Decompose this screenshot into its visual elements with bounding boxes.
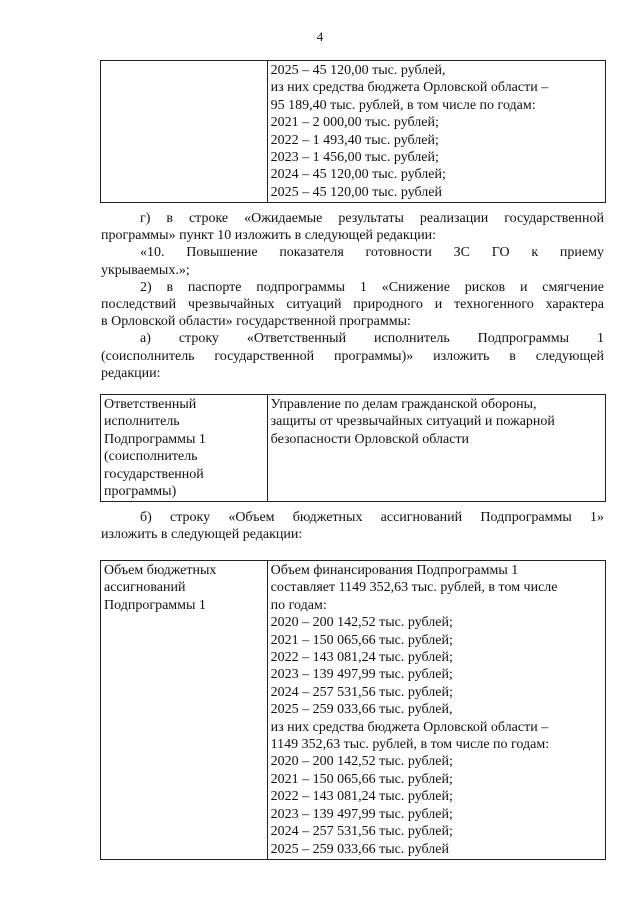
table-line: 1149 352,63 тыс. рублей, в том числе по годам: [270,737,550,753]
table-cell-value [267,61,605,203]
table-cell-label [101,61,268,203]
page-number: 4 [316,29,324,44]
table-line: 2022 – 143 081,24 тыс. рублей; [270,789,453,805]
table-line: Ответственный [104,397,197,412]
table-line: государственной [104,466,204,482]
table-line: 2022 – 143 081,24 тыс. рублей; [270,650,453,666]
text-line: укрываемых.»; [101,262,190,278]
table-line: безопасности Орловской области [270,431,470,447]
table-cell-label [101,561,268,860]
table-line: Объем бюджетных [104,563,217,578]
text-line: (соисполнитель государственной программы)» изложить в следующей [101,348,604,364]
body-text-block [101,210,604,382]
table-line: из них средства бюджета Орловской области – [270,80,549,96]
funding-continuation-table [100,60,606,203]
text-line: «10. Повышение показателя готовности ЗС ГО к приему [140,245,604,261]
text-line: последствий чрезвычайных ситуаций природного и техногенного характера [101,297,604,313]
table-line: 2025 – 259 033,66 тыс. рублей [270,841,449,857]
text-line: редакции: [101,365,161,381]
table-line: из них средства бюджета Орловской области – [270,719,549,735]
table-line: 2025 – 259 033,66 тыс. рублей, [270,702,453,718]
text-line: б) строку «Объем бюджетных ассигнований Подпрограммы 1» [140,510,604,525]
table-line: 2024 – 257 531,56 тыс. рублей; [270,684,453,700]
text-line: 2) в паспорте подпрограммы 1 «Снижение рисков и смягчение [140,279,604,295]
text-line: г) в строке «Ожидаемые результаты реализации государственной [140,211,604,226]
table-line: 2024 – 257 531,56 тыс. рублей; [270,824,453,840]
table-line: 2022 – 1 493,40 тыс. рублей; [270,132,439,148]
table-cell-value [267,561,605,860]
table-cell-value [267,395,605,502]
table-line: 2025 – 45 120,00 тыс. рублей, [270,63,446,78]
table-line: составляет 1149 352,63 тыс. рублей, в том числе [270,580,558,596]
table-line: 2025 – 45 120,00 тыс. рублей [270,184,442,200]
table-row [101,561,606,860]
table-line: 2021 – 150 065,66 тыс. рублей; [270,771,453,787]
table-line: исполнитель [104,414,180,430]
table-cell-label [101,395,268,502]
table-line: защиты от чрезвычайных ситуаций и пожарной [270,414,555,430]
table-row [101,61,606,203]
table-line: ассигнований [104,580,186,596]
table-line: программы) [104,484,177,500]
table-line: (соисполнитель [104,449,198,465]
table-line: 2021 – 150 065,66 тыс. рублей; [270,632,453,648]
table-line: 2020 – 200 142,52 тыс. рублей; [270,754,453,770]
table-line: 2023 – 139 497,99 тыс. рублей; [270,806,453,822]
table-line: 2021 – 2 000,00 тыс. рублей; [270,115,439,131]
table-line: по годам: [270,597,327,613]
table-line: 2023 – 1 456,00 тыс. рублей; [270,150,439,166]
text-line: в Орловской области» государственной программы: [101,314,411,330]
table-line: 2024 – 45 120,00 тыс. рублей; [270,167,446,183]
text-line: программы» пункт 10 изложить в следующей редакции: [101,228,437,244]
text-line: изложить в следующей редакции: [101,527,303,543]
table-line: Подпрограммы 1 [104,597,206,613]
table-line: Подпрограммы 1 [104,431,206,447]
table-line: 2023 – 139 497,99 тыс. рублей; [270,667,453,683]
table-line: Объем финансирования Подпрограммы 1 [270,563,519,578]
body-text-block [101,509,604,543]
table-line: 2020 – 200 142,52 тыс. рублей; [270,615,453,631]
table-line: Управление по делам гражданской обороны, [270,397,537,412]
table-row [101,395,606,502]
budget-allocations-table [100,560,606,860]
table-line: 95 189,40 тыс. рублей, в том числе по годам: [270,97,536,113]
responsible-executor-table [100,394,606,502]
text-line: а) строку «Ответственный исполнитель Подпрограммы 1 [140,331,604,347]
